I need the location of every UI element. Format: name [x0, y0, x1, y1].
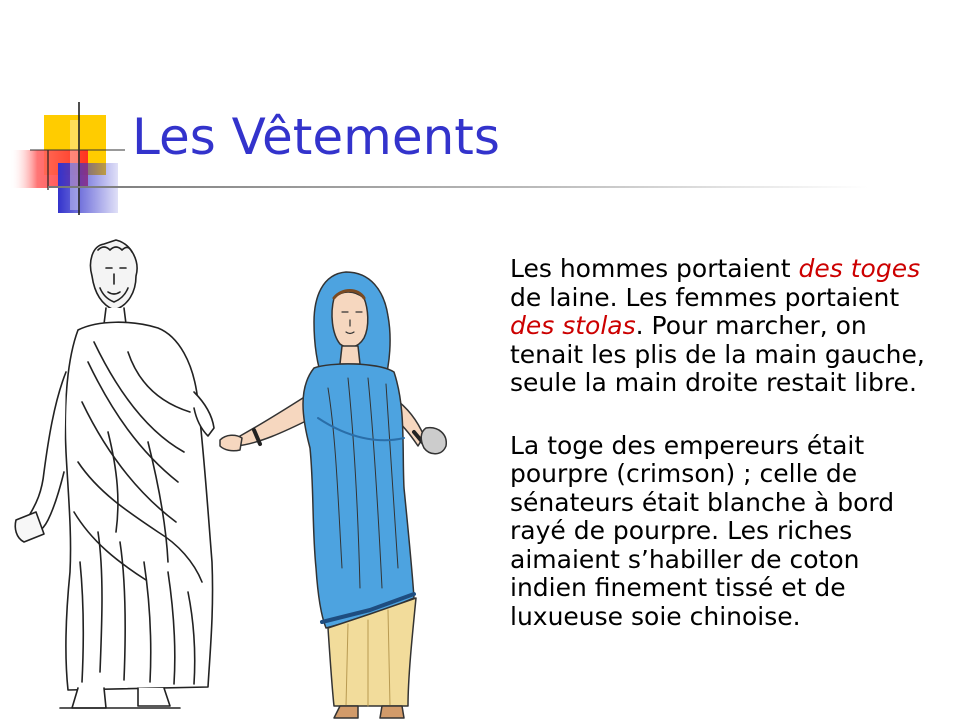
stola-woman-illustration	[218, 268, 466, 720]
paragraph-toga-colors: La toge des empereurs était pourpre (crimson) ; celle de sénateurs était blanche à bord rayé de pourpre. Les riches aimaient s’habiller de coton indien finement tissé et de luxueuse soie chinoise.	[510, 430, 895, 631]
corner-ornament-icon	[0, 0, 140, 230]
content-text	[510, 255, 940, 631]
page-title: Les Vêtements	[132, 108, 500, 166]
toga-man-illustration	[8, 232, 223, 720]
term-toges: des toges	[798, 254, 921, 283]
term-stolas: des stolas	[510, 311, 636, 340]
paragraph-garments: Les hommes portaient des toges de laine. Les femmes portaient des stolas. Pour marcher, on tenait les plis de la main gauche, seule la main droite restait libre.	[510, 254, 925, 397]
title-divider	[48, 186, 868, 188]
